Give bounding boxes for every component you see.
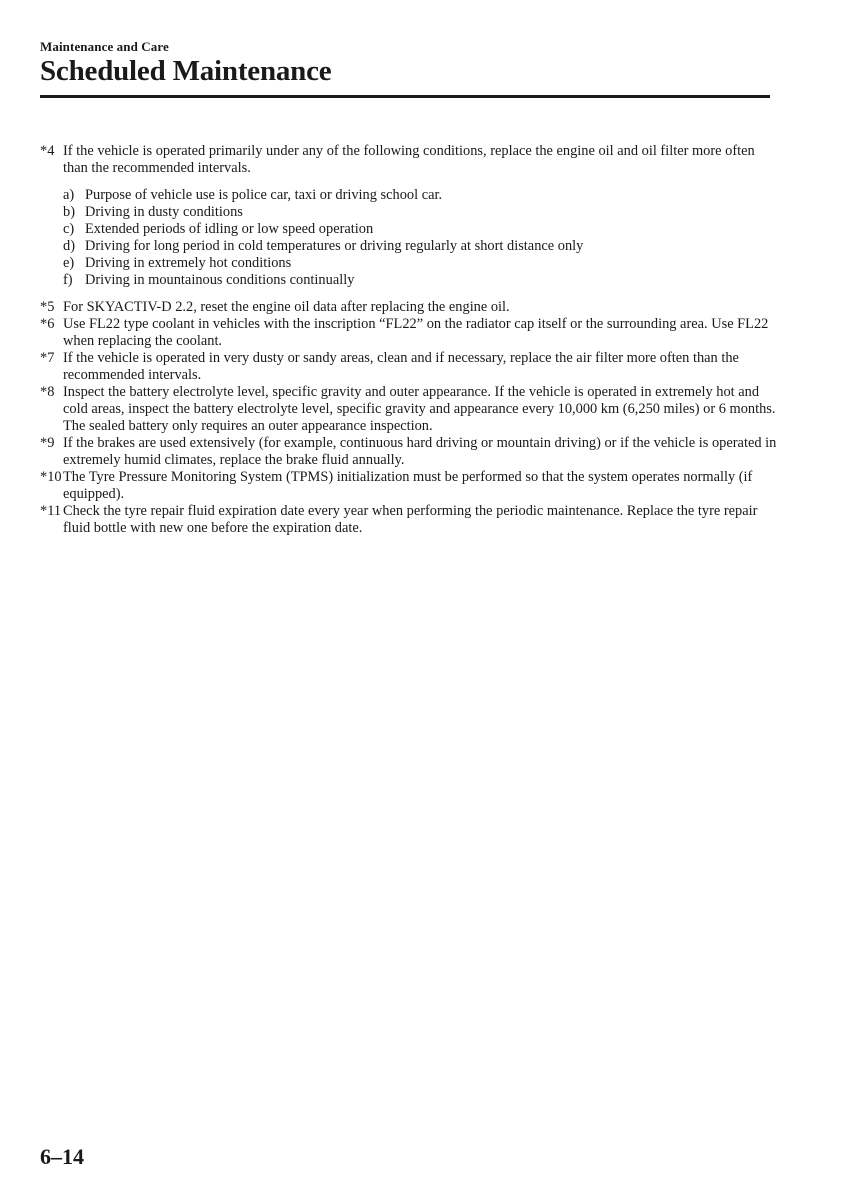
- list-item: [63, 221, 780, 238]
- footnote-marker: *8: [40, 384, 55, 400]
- list-item-text: Driving in dusty conditions: [85, 204, 243, 220]
- footnote-marker: *7: [40, 350, 55, 366]
- footnote-marker: *4: [40, 143, 55, 159]
- footnote-marker: *6: [40, 316, 55, 332]
- condition-list: [63, 187, 780, 289]
- list-item: [63, 238, 780, 255]
- list-item-text: Extended periods of idling or low speed operation: [85, 221, 374, 237]
- footnote-marker: *5: [40, 299, 55, 315]
- footnote-text: The Tyre Pressure Monitoring System (TPMS) initialization must be performed so that the system operates normally (if equipped).: [63, 469, 753, 502]
- list-item-text: Driving for long period in cold temperatures or driving regularly at short distance only: [85, 238, 584, 254]
- footnote-text: If the vehicle is operated primarily under any of the following conditions, replace the engine oil and oil filter more often than the recommended intervals.: [63, 143, 755, 176]
- list-item-text: Driving in extremely hot conditions: [85, 255, 292, 271]
- list-item-marker: f): [63, 272, 73, 288]
- footnote-5: [40, 299, 780, 316]
- footnote-text: Inspect the battery electrolyte level, specific gravity and outer appearance. If the vehicle is operated in extremely hot and cold areas, inspect the battery electrolyte level, specific gravity and appearance every 10,000 km (6,250 miles) or 6 months. The sealed battery only requires an outer appearance inspection.: [63, 384, 776, 434]
- footnote-text: Check the tyre repair fluid expiration date every year when performing the periodic maintenance. Replace the tyre repair fluid bottle with new one before the expiration date.: [63, 503, 758, 536]
- list-item-marker: d): [63, 238, 75, 254]
- footnote-text: Use FL22 type coolant in vehicles with the inscription “FL22” on the radiator cap itself or the surrounding area. Use FL22 when replacing the coolant.: [63, 316, 769, 349]
- footnote-7: [40, 350, 780, 384]
- list-item-text: Driving in mountainous conditions continually: [85, 272, 355, 288]
- list-item-marker: c): [63, 221, 75, 237]
- footnote-marker: *10: [40, 469, 62, 485]
- title-divider: [40, 95, 770, 98]
- footnote-6: [40, 316, 780, 350]
- page-title: Scheduled Maintenance: [40, 55, 332, 87]
- footnotes-list: [40, 143, 780, 537]
- list-item: [63, 204, 780, 221]
- page-number: 6–14: [40, 1144, 84, 1169]
- list-item: [63, 255, 780, 272]
- list-item: [63, 272, 780, 289]
- list-item-marker: b): [63, 204, 75, 220]
- footnote-marker: *9: [40, 435, 55, 451]
- footnote-10: [40, 469, 780, 503]
- footnote-marker: *11: [40, 503, 62, 519]
- footnote-text: If the vehicle is operated in very dusty or sandy areas, clean and if necessary, replace the air filter more often than the recommended intervals.: [63, 350, 739, 383]
- section-label: Maintenance and Care: [40, 39, 169, 54]
- footnote-9: [40, 435, 780, 469]
- list-item-text: Purpose of vehicle use is police car, taxi or driving school car.: [85, 187, 443, 203]
- list-item: [63, 187, 780, 204]
- footnote-4: [40, 143, 780, 177]
- footnote-11: [40, 503, 780, 537]
- footnote-8: [40, 384, 780, 435]
- list-item-marker: e): [63, 255, 75, 271]
- footnote-text: If the brakes are used extensively (for example, continuous hard driving or mountain driving) or if the vehicle is operated in extremely humid climates, replace the brake fluid annually.: [63, 435, 777, 468]
- footnote-text: For SKYACTIV-D 2.2, reset the engine oil data after replacing the engine oil.: [63, 299, 510, 315]
- list-item-marker: a): [63, 187, 75, 203]
